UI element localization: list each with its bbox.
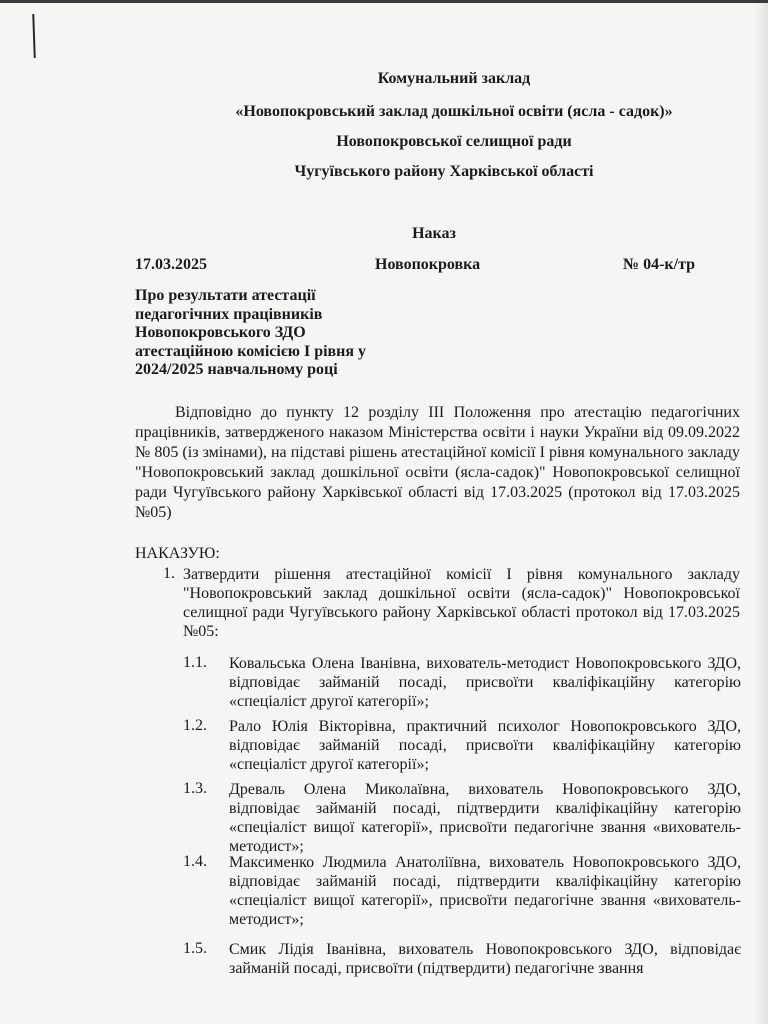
subitem-text: Максименко Людмила Анатоліївна, вихователь Новопокровського ЗДО, відповідає займаній посаді, підтвердити кваліфікаційну категорію «спеціаліст вищої категорії», присвоїти педагогічне звання «вихователь-методист»; <box>229 854 741 928</box>
order-subject <box>135 287 366 380</box>
subitem-text: Рало Юлія Вікторівна, практичний психолог Новопокровського ЗДО, відповідає займаній посаді, присвоїти кваліфікаційну категорію «спеціаліст другої категорії»; <box>229 718 741 773</box>
subitem-text: Смик Лідія Іванівна, вихователь Новопокровського ЗДО, відповідає займаній посаді, присвоїти (підтвердити) педагогічне звання <box>229 941 741 977</box>
subitem-number: 1.1. <box>183 654 207 671</box>
subject-line: 2024/2025 навчальному році <box>135 361 338 378</box>
council-name: Новопокровської селищної ради <box>336 133 572 150</box>
subject-line: Про результати атестації <box>135 287 316 304</box>
scan-top-border <box>0 0 768 3</box>
subitem-number: 1.2. <box>183 717 207 734</box>
order-date: 17.03.2025 <box>135 256 207 273</box>
document-title: Наказ <box>412 225 456 242</box>
institution-name: «Новопокровський заклад дошкільної освіти (ясла - садок)» <box>235 103 673 120</box>
institution-type: Комунальний заклад <box>377 70 531 87</box>
subitem-number: 1.5. <box>183 940 207 957</box>
subitem-text: Древаль Олена Миколаївна, вихователь Новопокровського ЗДО, відповідає займаній посаді, підтвердити кваліфікаційну категорію «спеціаліст вищої категорії», присвоїти педагогічне звання «вихователь-методист»; <box>229 781 741 855</box>
district-region: Чугуївського району Харківської області <box>294 163 594 180</box>
scan-edge-shadow <box>754 0 768 1024</box>
order-place: Новопокровка <box>375 256 481 273</box>
handwritten-margin-mark <box>32 14 36 58</box>
subitem-number: 1.3. <box>183 780 207 797</box>
order-number: № 04-к/тр <box>623 256 696 273</box>
item-text: Затвердити рішення атестаційної комісії І рівня комунального закладу "Новопокровський заклад дошкільної освіти (ясла-садок)" Новопокровської селищної ради Чугуївського району Харківської області протокол від 17.03.2025 №05: <box>183 566 740 640</box>
subitem-text: Ковальська Олена Іванівна, вихователь-методист Новопокровського ЗДО, відповідає займаній посаді, присвоїти кваліфікаційну категорію «спеціаліст другої категорії»; <box>229 655 741 710</box>
subject-line: педагогічних працівників <box>135 305 323 323</box>
preamble-paragraph: Відповідно до пункту 12 розділу ІІІ Положення про атестацію педагогічних працівників, затвердженого наказом Міністерства освіти і науки України від 09.09.2022 № 805 (із змінами), на підставі рішень атестаційної комісії І рівня комунального закладу "Новопокровський заклад дошкільної освіти (ясла-садок)" Новопокровської селищної ради Чугуївського району Харківської області від 17.03.2025 (протокол від 17.03.2025 №05) <box>135 404 740 521</box>
subject-line: атестаційною комісією І рівня у <box>135 342 367 360</box>
item-number: 1. <box>163 565 175 582</box>
order-directive-heading: НАКАЗУЮ: <box>135 545 220 562</box>
subject-line: Новопокровського ЗДО <box>135 324 306 341</box>
subitem-number: 1.4. <box>183 853 207 870</box>
